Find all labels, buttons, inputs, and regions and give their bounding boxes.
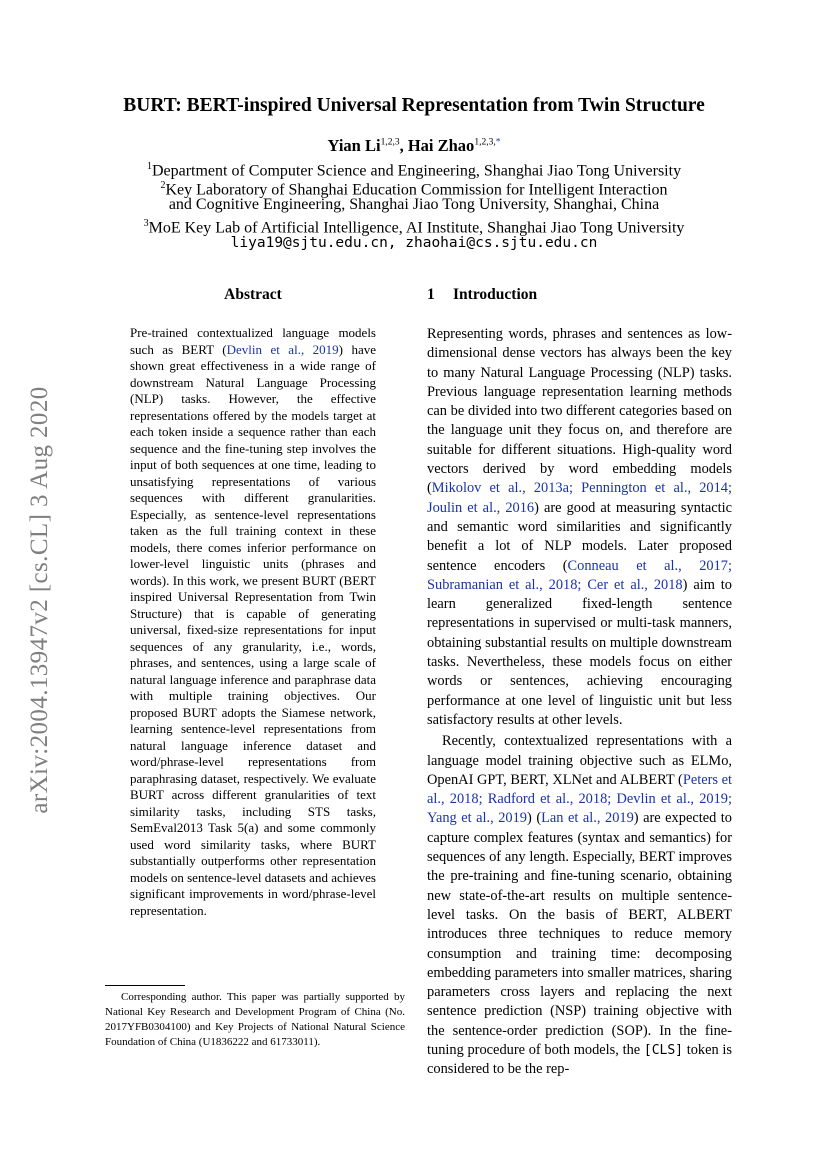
author-affiliation-marks [474,138,500,148]
abstract-text: ) have shown great effectiveness in a wide range of downstream Natural Language Processing (NLP) tasks. However, the effective representations offered by the models target at each token inside a sequence rather than each sequence and the fine-tuning step involves the input of both sequences at one time, leading to unsatisfying representations of various sequences with different granularities. Especially, as sentence-level representations taken as the full training context in these models, there comes inferior performance on lower-level linguistic units (phrases and words). In this work, we present BURT (BERT inspired Universal Representation from Twin Structure) that is capable of generating universal, fixed-size representations for input sequences of any granularity, i.e., words, phrases, and sentences, using a large scale of natural language inference and paraphrase data with multiple training objectives. Our proposed BURT adopts the Siamese network, learning sentence-level representations from natural language inference dataset and word/phrase-level representations from paraphrasing dataset, respectively. We evaluate BURT across different granularities of text similarity tasks, including STS tasks, SemEval2013 Task 5(a) and some commonly used word similarity tasks, where BURT substantially outperforms other representation models on sentence-level datasets and achieves significant improvements in word/phrase-level representation. [130,341,376,918]
citation-link[interactable]: Peters et al., 2018; Radford et al., 2018; Devlin et al., 2019; Yang et al., 2019 [427,771,733,827]
paragraph [427,732,732,1079]
paper-title: BURT: BERT-inspired Universal Representation from Twin Structure [123,95,705,116]
section-title: Introduction [453,286,538,303]
section-number: 1 [427,286,435,303]
paragraph-text: token is considered to be the rep- [427,1041,732,1078]
affiliation-mark: 3 [143,218,149,229]
citation-link[interactable]: Lan et al., 2019 [541,810,634,827]
author-emails: liya19@sjtu.edu.cn, zhaohai@cs.sjtu.edu.cn [230,235,598,251]
section-heading [427,286,747,304]
affiliation-text: Key Laboratory of Shanghai Education Commission for Intelligent Interaction [165,181,668,199]
cls-token: [CLS] [643,1042,684,1058]
affiliation-mark: 2 [160,180,166,191]
paragraph-text: ) are expected to capture complex features (syntax and semantics) for sequences of any length. Especially, BERT improves the pre-training and fine-tuning scenario, obtaining new state-of-the-art results on multiple sentence-level tasks. On the basis of BERT, ALBERT introduces three techniques to reduce memory consumption and training time: decomposing embedding parameters into smaller matrices, sharing parameters cross layers and replacing the next sentence prediction (NSP) training objective with the sentence-order prediction (SOP). In the fine-tuning procedure of both models, the [427,810,732,1058]
paragraph [427,325,732,730]
author-separator: , [399,136,408,155]
paragraph-text: ) aim to learn generalized fixed-length sentence representations in supervised or multi-task manners, obtaining substantial results on multiple downstream tasks. Nevertheless, these models focus on either words or sentences, achieving encouraging performance at one level of linguistic unit but less satisfactory results at other levels. [427,576,733,728]
paragraph-text: Recently, contextualized representations with a language model training objective such as ELMo, OpenAI GPT, BERT, XLNet and ALBERT ( [427,733,732,788]
footnote: Corresponding author. This paper was partially supported by National Key Research and Development Program of China (No. 2017YFB0304100) and Key Projects of National Natural Science Foundation of China (U1836222 and 61733011). [105,991,405,1048]
author-affiliation-marks: 1,2,3 [380,137,400,148]
arxiv-id: arXiv:2004.13947v2 [cs.CL] 3 Aug 2020 [26,386,53,814]
author-line [0,136,828,156]
abstract-heading: Abstract [224,286,282,303]
citation-link[interactable]: Devlin et al., 2019 [226,341,339,357]
arxiv-stamp [20,370,60,830]
abstract-text: Pre-trained contextualized language models such as BERT ( [130,325,376,357]
citation-link[interactable]: Mikolov et al., 2013a; Pennington et al., 2014; Joulin et al., 2016 [427,480,732,516]
affiliation-text: and Cognitive Engineering, Shanghai Jiao Tong University, Shanghai, China [168,196,660,213]
affiliation-text: MoE Key Lab of Artificial Intelligence, AI Institute, Shanghai Jiao Tong University [148,219,685,237]
author-sup-text: 1,2,3, [474,137,496,148]
introduction-body [427,325,732,1082]
citation-link[interactable]: Conneau et al., 2017; Subramanian et al., 2018; Cer et al., 2018 [427,557,732,593]
paragraph-text: ) are good at measuring syntactic and semantic word similarities and significantly benefit a lot of NLP models. Later proposed sentence encoders ( [427,499,733,574]
corresponding-author-mark[interactable]: * [495,137,501,148]
author-name: Yian Li [327,136,381,155]
abstract-body [130,325,376,919]
author-name: Hai Zhao [407,136,475,155]
footnote-rule [105,985,185,986]
paragraph-text: Representing words, phrases and sentences as low-dimensional dense vectors has always been the key to many Natural Language Processing (NLP) tasks. Previous language representation learning methods can be divided into two different categories based on the language unit they focus on, and therefore are suitable for different situations. High-quality word vectors derived by word embedding models ( [427,326,732,497]
paragraph-text: ) ( [527,810,542,827]
affiliation-mark: 1 [146,161,152,172]
affiliation [0,195,828,214]
affiliation [0,214,828,237]
affiliation-text: Department of Computer Science and Engineering, Shanghai Jiao Tong University [151,162,682,180]
